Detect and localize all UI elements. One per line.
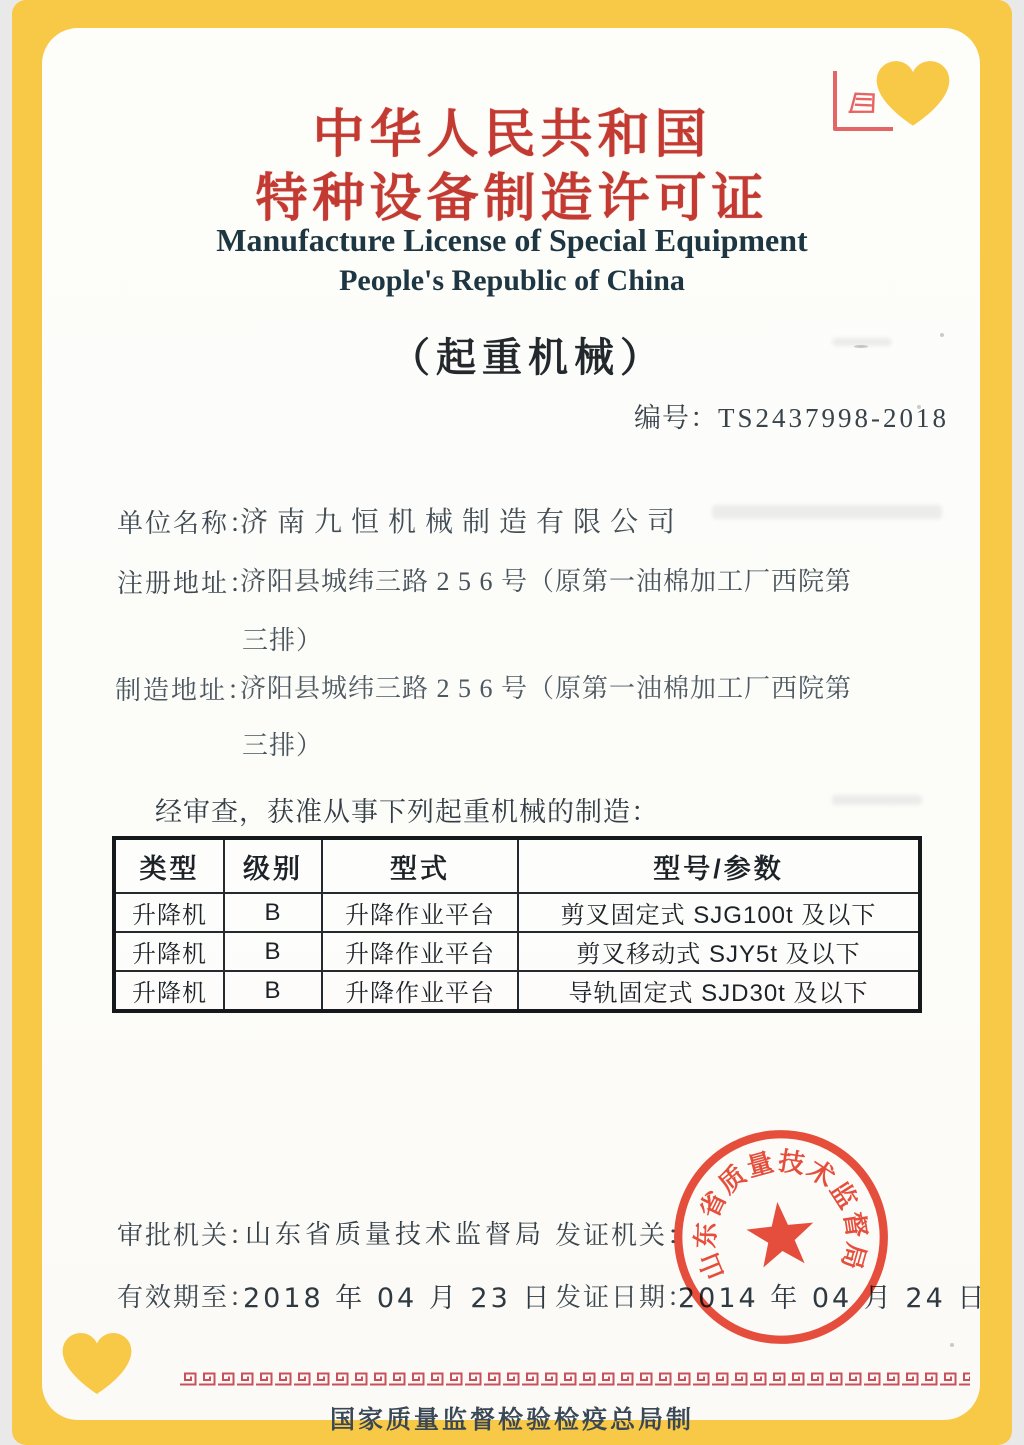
company-value: 济南九恒机械制造有限公司 xyxy=(240,507,685,538)
approval-note: 经审查，获准从事下列起重机械的制造： xyxy=(155,797,659,827)
column-header-form: 型式 xyxy=(322,838,518,893)
serial-label: 编号： xyxy=(634,403,718,433)
title-cn-line2: 特种设备制造许可证 xyxy=(255,170,769,228)
serial-row xyxy=(634,396,949,435)
official-seal xyxy=(661,1117,901,1357)
table-cell: 剪叉固定式 SJG100t 及以下 xyxy=(518,893,920,932)
heart-icon xyxy=(876,60,950,128)
seal-star-icon xyxy=(744,1198,817,1269)
table-cell: 升降作业平台 xyxy=(322,932,518,971)
issuing-body-note: 国家质量监督检验检疫总局制 xyxy=(329,1407,694,1434)
table-cell: 升降作业平台 xyxy=(322,971,518,1011)
table-header-row xyxy=(114,838,920,893)
license-table xyxy=(112,836,922,1013)
registered-address-value: 济阳县城纬三路 2 5 6 号（原第一油棉加工厂西院第 xyxy=(240,567,853,596)
column-header-grade: 级别 xyxy=(224,838,322,893)
scan-artifact xyxy=(950,1343,954,1347)
issuing-authority-label: 发证机关： xyxy=(555,1221,696,1250)
scan-artifact xyxy=(832,795,922,805)
title-cn-line1: 中华人民共和国 xyxy=(312,106,712,164)
registered-address-value-cont: 三排） xyxy=(242,626,324,655)
company-label: 单位名称： xyxy=(117,509,258,538)
meander-border xyxy=(180,1370,970,1392)
serial-number: TS2437998-2018 xyxy=(718,403,949,433)
column-header-model: 型号/参数 xyxy=(518,838,920,893)
valid-until-label: 有效期至： xyxy=(117,1283,258,1312)
manufacture-address-label: 制造地址： xyxy=(115,676,256,705)
approval-authority-value: 山东省质量技术监督局 xyxy=(245,1220,546,1249)
certificate-content xyxy=(12,0,1012,1445)
table-cell: 导轨固定式 SJD30t 及以下 xyxy=(518,971,920,1011)
issue-date-label: 发证日期： xyxy=(555,1283,696,1312)
scan-artifact xyxy=(854,345,868,348)
column-header-type: 类型 xyxy=(114,838,224,893)
table-row xyxy=(114,971,920,1011)
table-cell: B xyxy=(224,893,322,932)
scan-artifact xyxy=(712,505,942,519)
equipment-category: （起重机械） xyxy=(390,336,666,380)
registered-address-label: 注册地址： xyxy=(117,569,258,598)
approval-authority-label: 审批机关： xyxy=(117,1221,258,1250)
table-cell: 升降作业平台 xyxy=(322,893,518,932)
table-row xyxy=(114,893,920,932)
heart-icon xyxy=(62,1332,132,1396)
table-cell: B xyxy=(224,932,322,971)
scan-artifact xyxy=(940,333,944,337)
manufacture-address-value: 济阳县城纬三路 2 5 6 号（原第一油棉加工厂西院第 xyxy=(240,674,853,703)
certificate-scan xyxy=(12,0,1012,1445)
table-cell: B xyxy=(224,971,322,1011)
table-cell: 升降机 xyxy=(114,932,224,971)
title-en-line1: Manufacture License of Special Equipment xyxy=(216,222,808,258)
issue-date-value: 2014 年 04 月 24 日 xyxy=(678,1283,988,1314)
seal-text: 山东省质量技术监督局 xyxy=(692,1147,871,1284)
table-row xyxy=(114,932,920,971)
table-cell: 升降机 xyxy=(114,893,224,932)
table-cell: 升降机 xyxy=(114,971,224,1011)
table-cell: 剪叉移动式 SJY5t 及以下 xyxy=(518,932,920,971)
scan-artifact xyxy=(917,405,921,409)
certificate-page xyxy=(42,28,988,1434)
valid-until-date: 2018 年 04 月 23 日 xyxy=(243,1283,553,1314)
manufacture-address-value-cont: 三排） xyxy=(242,731,324,760)
title-en-line2: People's Republic of China xyxy=(339,264,685,297)
